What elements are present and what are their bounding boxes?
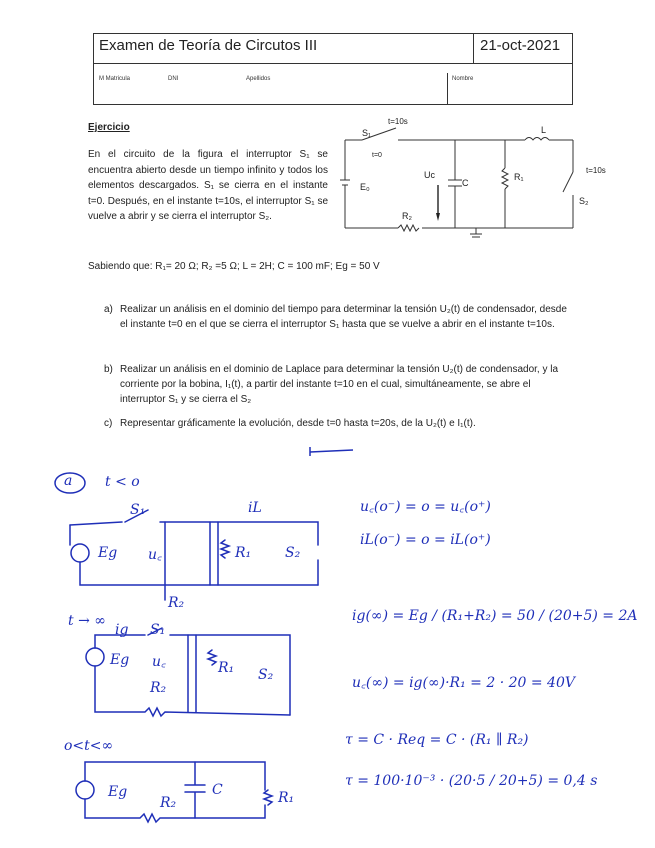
exam-date: 21-oct-2021 — [480, 37, 561, 54]
hw-tau-def: τ = C · Req = C · (R₁ ∥ R₂) — [345, 732, 529, 748]
hw-t-lt0: t < o — [105, 474, 140, 490]
label-s1: S₁ — [362, 128, 372, 138]
hw-uc-initial: u꜀(o⁻) = o = u꜀(o⁺) — [360, 499, 491, 515]
question-a-label: a) — [104, 304, 113, 315]
hw-uc-label: u꜀ — [148, 547, 162, 563]
hw-s2-label: S₂ — [285, 545, 301, 561]
hw-r2-label-2: R₂ — [150, 680, 167, 696]
field-nombre: Nombre — [452, 76, 474, 82]
hw-il-initial: iL(o⁻) = o = iL(o⁺) — [360, 532, 491, 548]
label-s2: S₂ — [579, 196, 589, 206]
field-matricula: M Matricula — [99, 76, 131, 82]
exercise-heading: Ejercicio — [88, 122, 130, 133]
hw-eg-label: Eg — [98, 545, 118, 561]
hw-r1-label-3: R₁ — [278, 790, 295, 806]
hw-uc-inf: u꜀(∞) = ig(∞)·R₁ = 2 · 20 = 40V — [352, 675, 575, 691]
hw-c-label: C — [212, 782, 223, 798]
hw-eg-label-2: Eg — [110, 652, 130, 668]
exercise-paragraph: En el circuito de la figura el interruptor S₁ se encuentra abierto desde un tiempo infinito y todos los elementos descargados. S₁ se cierra en el instante t=0. Después, en el instante t=10s, el interruptor S₁ se vuelve a abrir y se cierra el interruptor S₂. — [88, 149, 328, 222]
question-b — [104, 362, 574, 407]
question-c — [104, 416, 574, 431]
hw-s1-label: S₁ — [130, 502, 146, 518]
label-l: L — [541, 125, 547, 135]
header-name-separator — [447, 73, 448, 105]
question-c-text: Representar gráficamente la evolución, desde t=0 hasta t=20s, de la U₂(t) e I₁(t). — [120, 418, 476, 429]
label-r1: R₁ — [514, 172, 524, 182]
hw-ig-inf: ig(∞) = Eg / (R₁+R₂) = 50 / (20+5) = 2A — [352, 608, 638, 624]
question-c-label: c) — [104, 418, 113, 429]
hw-eg-label-3: Eg — [108, 784, 128, 800]
field-dni: DNI — [168, 76, 179, 82]
hw-ig-label: ig — [115, 622, 129, 638]
question-a-text: Realizar un análisis en el dominio del tiempo para determinar la tensión U₂(t) de condensador, desde el instante t=0 en el que se cierra el interruptor S₁ hasta que se vuelve a abrir en el instante t=10s. — [120, 304, 567, 330]
question-b-label: b) — [104, 364, 113, 375]
question-b-text: Realizar un análisis en el dominio de Laplace para determinar la tensión U₂(t) de condensador, y la corriente por la bobina, I₁(t), a partir del instante t=10 en el cual, simultáneamente, se abre el interruptor S₁ y se cierra el S₂ — [120, 364, 559, 405]
label-t10-right: t=10s — [586, 166, 606, 175]
hw-part-a: a — [64, 473, 73, 489]
exam-title: Examen de Teoría de Circutos III — [99, 37, 318, 54]
label-uc: Uc — [424, 170, 435, 180]
field-apellidos: Apellidos — [246, 76, 271, 82]
hw-r2-label: R₂ — [168, 595, 185, 611]
hw-tau-value: τ = 100·10⁻³ · (20·5 / 20+5) = 0,4 s — [345, 773, 598, 789]
hw-r2-label-3: R₂ — [160, 795, 177, 811]
label-t0: t=0 — [372, 152, 382, 159]
question-a — [104, 302, 574, 332]
label-r2: R₂ — [402, 211, 412, 221]
header-divider — [93, 63, 573, 64]
given-values: Sabiendo que: R₁= 20 Ω; R₂ =5 Ω; L = 2H; C = 100 mF; Eg = 50 V — [88, 261, 380, 272]
hw-r1-label-2: R₁ — [218, 660, 235, 676]
hw-uc-label-2: u꜀ — [152, 654, 166, 670]
hw-s1-label-2: S₁ — [150, 622, 166, 638]
label-eg: E₀ — [360, 182, 370, 192]
header-date-separator — [473, 33, 474, 63]
hw-t-inf: t → ∞ — [68, 613, 106, 629]
label-c: C — [462, 178, 469, 188]
hw-range: o<t<∞ — [64, 738, 114, 754]
label-t10-top: t=10s — [388, 117, 408, 126]
hw-r1-label: R₁ — [235, 545, 252, 561]
hw-il-label: iL — [248, 500, 262, 516]
hw-s2-label-2: S₂ — [258, 667, 274, 683]
